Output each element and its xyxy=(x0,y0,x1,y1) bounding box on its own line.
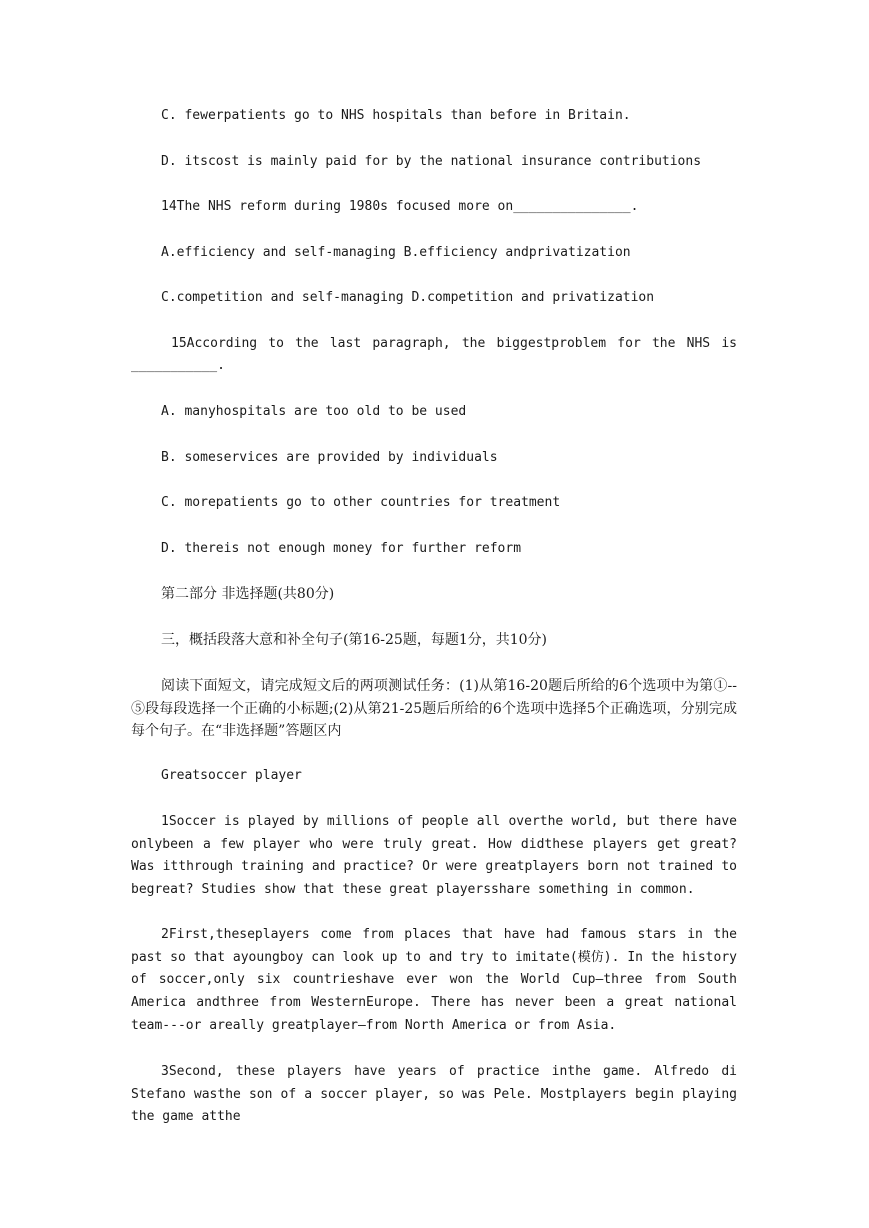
instructions-paragraph: 阅读下面短文，请完成短文后的两项测试任务：(1)从第16-20题后所给的6个选项中为第①--⑤段每段选择一个正确的小标题;(2)从第21-25题后所给的6个选项中选择5个正确选项，分别完成每个句子。在“非选择题”答题区内 xyxy=(131,678,737,740)
q14-options-c-d: C.competition and self-managing D.competition and privatization xyxy=(161,290,655,305)
section3-heading: 三，概括段落大意和补全句子(第16-25题，每题1分，共10分) xyxy=(161,632,548,648)
q15-option-b: B. someservices are provided by individuals xyxy=(161,450,498,465)
q14-options-a-b: A.efficiency and self-managing B.efficiency andprivatization xyxy=(161,245,631,260)
q14-stem: 14The NHS reform during 1980s focused more on_______________. xyxy=(161,199,639,214)
q15-option-a: A. manyhospitals are too old to be used xyxy=(161,404,467,419)
q13-option-c: C. fewerpatients go to NHS hospitals than before in Britain. xyxy=(161,108,631,123)
q15-stem-line2: ___________. xyxy=(131,358,225,373)
passage-paragraph-2: 2First,theseplayers come from places that have had famous stars in the past so that ayoungboy can look up to and try to imitate(模仿). In the history of soccer,only six countrieshave ever won the World Cup—three from South America andthree from WesternEurope. There has never been a great national team---or areally greatplayer—from North America or from Asia. xyxy=(131,927,737,1033)
passage-paragraph-1: 1Soccer is played by millions of people all overthe world, but there have onlybeen a few player who were truly great. How didthese players get great? Was itthrough training and practice? Or were greatplayers born not trained to begreat? Studies show that these great playersshare something in common. xyxy=(131,814,737,898)
q15-option-c: C. morepatients go to other countries for treatment xyxy=(161,495,561,510)
passage-paragraph-3: 3Second, these players have years of practice inthe game. Alfredo di Stefano wasthe son of a soccer player, so was Pele. Mostplayers begin playing the game atthe xyxy=(131,1064,737,1125)
q13-option-d: D. itscost is mainly paid for by the national insurance contributions xyxy=(161,154,702,169)
passage-title: Greatsoccer player xyxy=(161,768,302,783)
q15-option-d: D. thereis not enough money for further reform xyxy=(161,541,522,556)
q15-stem-line1: 15According to the last paragraph, the biggestproblem for the NHS is xyxy=(171,336,737,351)
q15-stem xyxy=(131,333,737,377)
part2-heading: 第二部分 非选择题(共80分) xyxy=(161,586,335,602)
